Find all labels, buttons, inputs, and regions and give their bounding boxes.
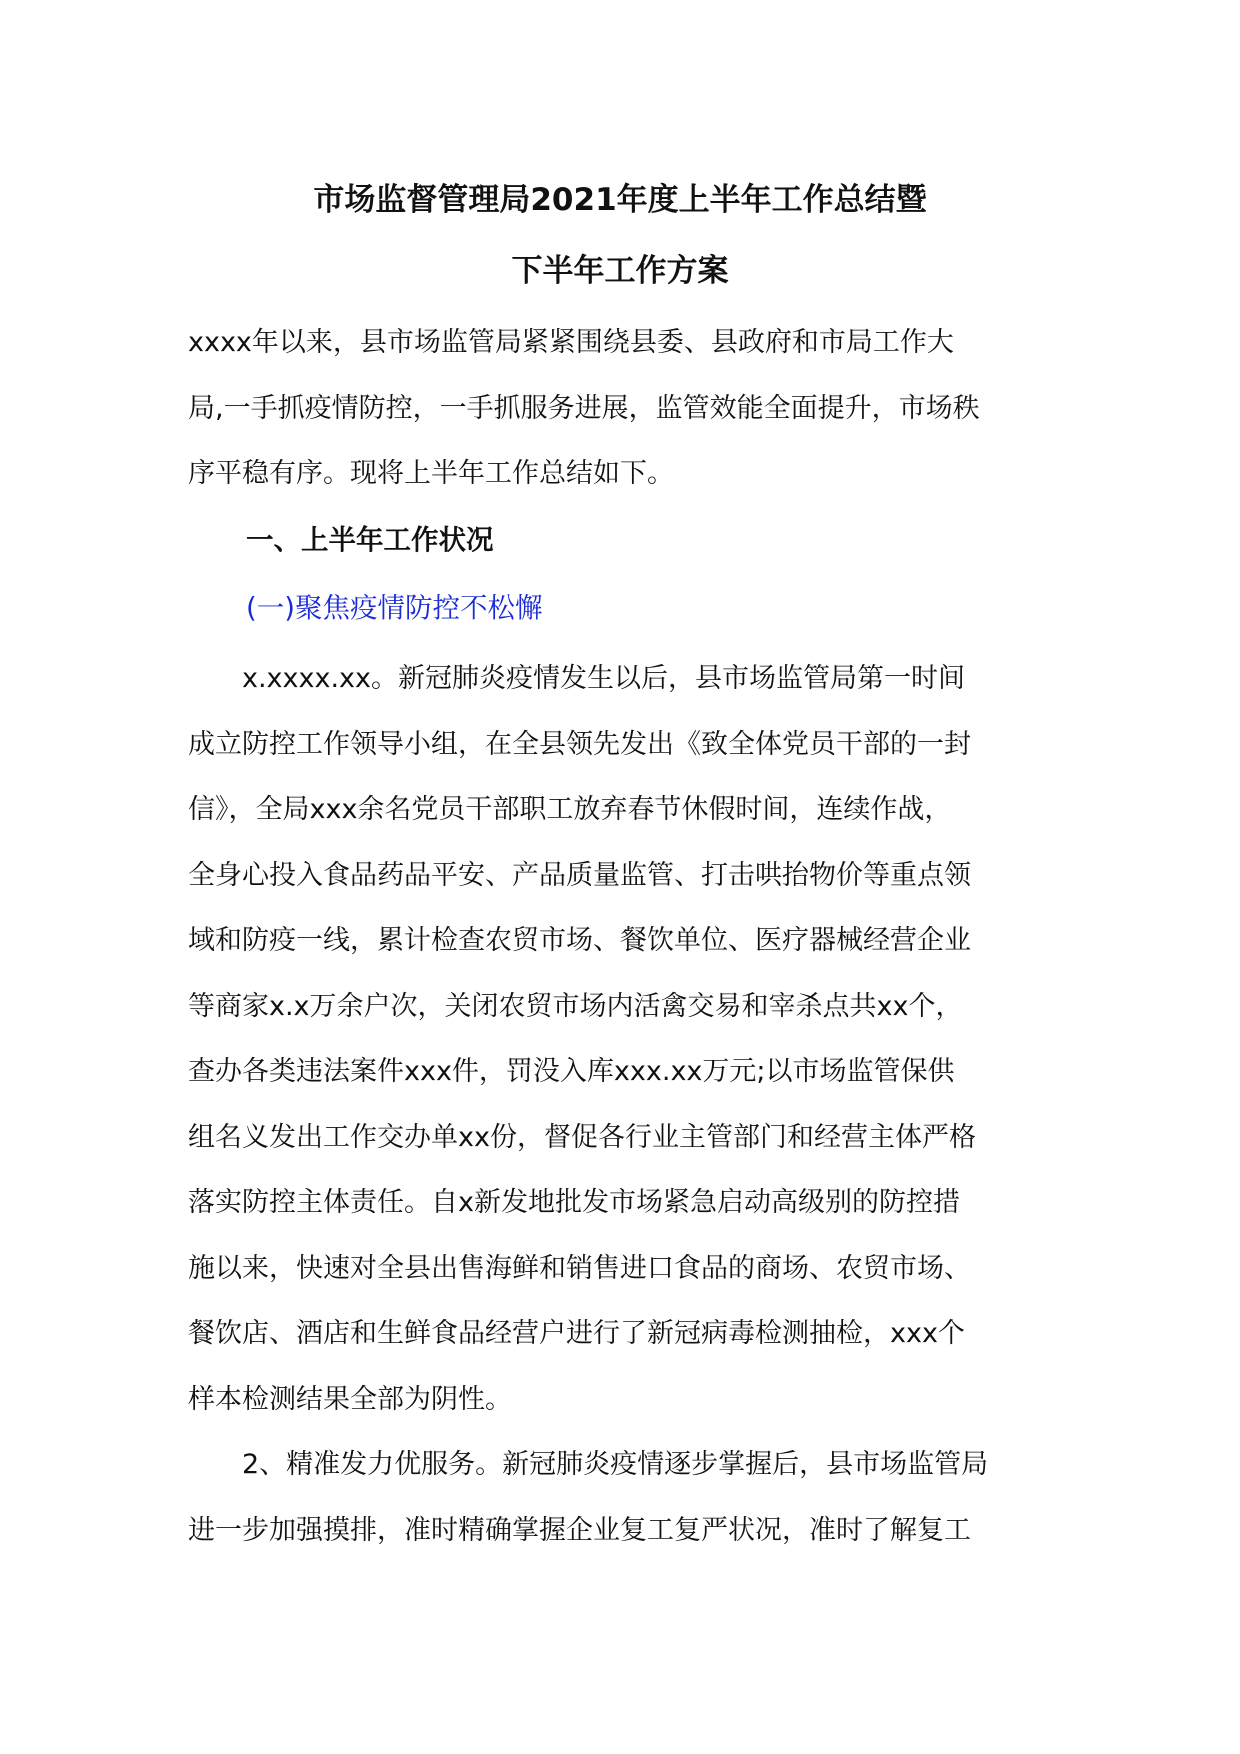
section-heading-1: 一、上半年工作状况 [246, 524, 494, 556]
intro-paragraph: xxxx年以来，县市场监管局紧紧围绕县委、县政府和市局工作大 局,一手抓疫情防控，一手抓服务进展，监管效能全面提升，市场秩 序平稳有序。现将上半年工作总结如下。 [188, 327, 980, 489]
body-paragraph-1: x.xxxx.xx。新冠肺炎疫情发生以后，县市场监管局第一时间 成立防控工作领导小组，在全县领先发出《致全体党员干部的一封 信》，全局xxx余名党员干部职工放弃春节休假时间，连续作战， 全身心投入食品药品平安、产品质量监管、打击哄抬物价等重点领 域和防疫一线，累计检查农贸市场、餐饮单位、医疗器械经营企业 等商家x.x万余户次，关闭农贸市场内活禽交易和宰杀点共xx个， 查办各类违法案件xxx件，罚没入库xxx.xx万元;以市场监管保供 组名义发出工作交办单xx份，督促各行业主管部门和经营主体严格 落实防控主体责任。自x新发地批发市场紧急启动高级别的防控措 施以来，快速对全县出售海鲜和销售进口食品的商场、农贸市场、 餐饮店、酒店和生鲜食品经营户进行了新冠病毒检测抽检，xxx个 样本检测结果全部为阴性。 [188, 663, 976, 1415]
subsection-heading-1: (一)聚焦疫情防控不松懈 [246, 592, 543, 624]
body-paragraph-2: 2、精准发力优服务。新冠肺炎疫情逐步掌握后，县市场监管局 进一步加强摸排，准时精确掌握企业复工复严状况，准时了解复工 [188, 1449, 989, 1546]
document-title-line-2: 下半年工作方案 [511, 253, 729, 289]
document-title-line-1: 市场监督管理局2021年度上半年工作总结暨 [313, 182, 927, 218]
